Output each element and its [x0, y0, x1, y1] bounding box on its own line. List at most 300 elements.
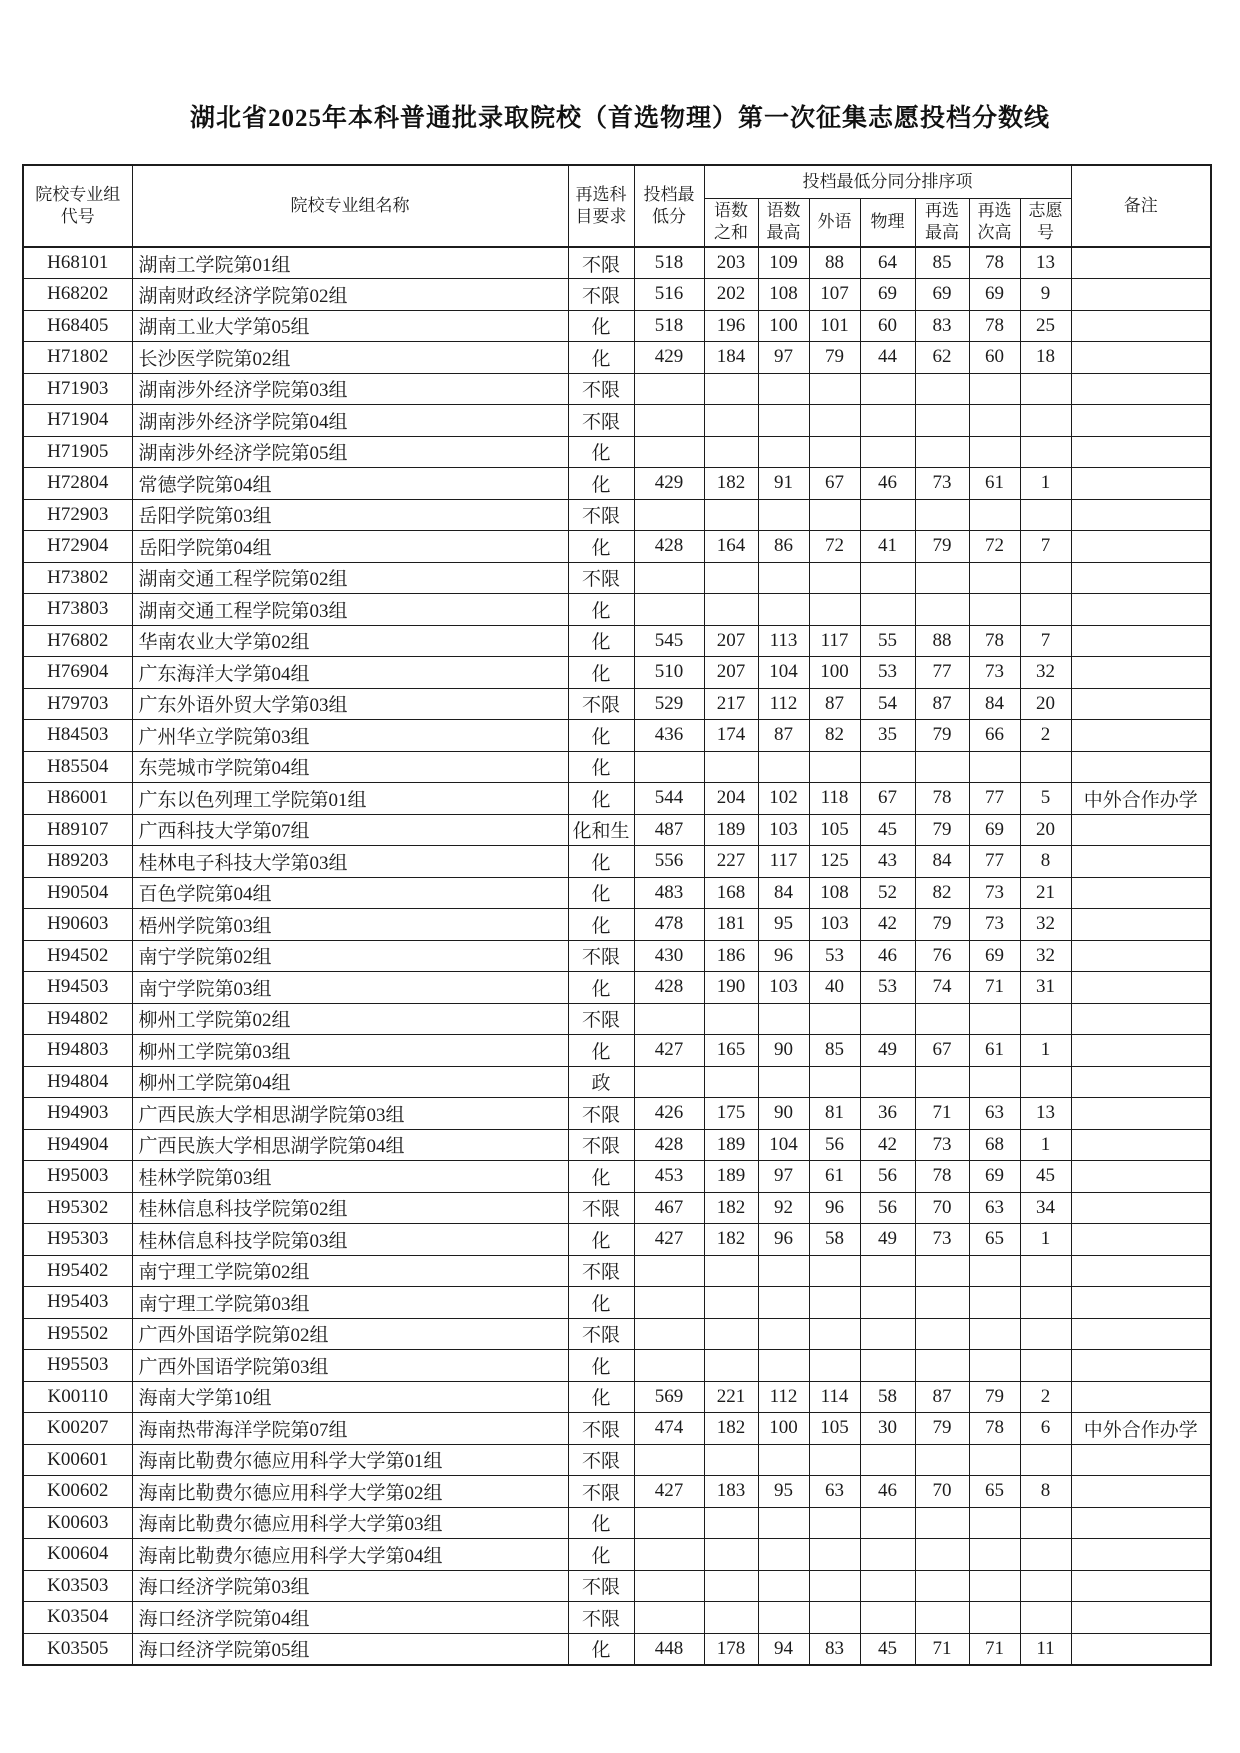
cell-group-name: 南宁学院第03组 [132, 972, 568, 1004]
cell-volunteer-no [1020, 373, 1071, 405]
cell-foreign-language: 83 [809, 1633, 860, 1665]
cell-remark [1071, 625, 1211, 657]
cell-remark [1071, 1633, 1211, 1665]
cell-volunteer-no: 6 [1020, 1413, 1071, 1445]
cell-remark [1071, 1381, 1211, 1413]
cell-reselect-req: 化 [568, 751, 634, 783]
cell-volunteer-no [1020, 1318, 1071, 1350]
cell-group-code: H79703 [23, 688, 132, 720]
table-row [23, 405, 1211, 437]
table-row [23, 594, 1211, 626]
cell-chinese-math-max [758, 1507, 809, 1539]
cell-group-code: H68202 [23, 279, 132, 311]
cell-min-score [634, 1255, 704, 1287]
cell-reselect-second [969, 1287, 1020, 1319]
cell-reselect-req: 化 [568, 972, 634, 1004]
cell-physics [860, 1318, 915, 1350]
cell-physics [860, 499, 915, 531]
cell-foreign-language: 53 [809, 940, 860, 972]
cell-chinese-math-sum: 175 [704, 1098, 758, 1130]
cell-min-score: 428 [634, 531, 704, 563]
cell-remark: 中外合作办学 [1071, 783, 1211, 815]
cell-chinese-math-sum [704, 751, 758, 783]
cell-chinese-math-sum: 189 [704, 814, 758, 846]
cell-foreign-language [809, 1287, 860, 1319]
cell-chinese-math-max: 117 [758, 846, 809, 878]
cell-foreign-language: 105 [809, 1413, 860, 1445]
cell-chinese-math-max [758, 1570, 809, 1602]
cell-physics [860, 751, 915, 783]
cell-min-score: 448 [634, 1633, 704, 1665]
table-row [23, 342, 1211, 374]
table-row [23, 625, 1211, 657]
cell-chinese-math-sum [704, 1003, 758, 1035]
table-row [23, 751, 1211, 783]
cell-volunteer-no: 32 [1020, 940, 1071, 972]
cell-chinese-math-max [758, 1287, 809, 1319]
cell-min-score [634, 1287, 704, 1319]
cell-reselect-max: 87 [915, 1381, 969, 1413]
cell-physics: 49 [860, 1224, 915, 1256]
cell-group-name: 常德学院第04组 [132, 468, 568, 500]
cell-reselect-req: 化 [568, 1161, 634, 1193]
cell-physics: 53 [860, 657, 915, 689]
cell-physics [860, 1539, 915, 1571]
cell-remark [1071, 1003, 1211, 1035]
table-row [23, 1539, 1211, 1571]
cell-remark [1071, 310, 1211, 342]
cell-reselect-max [915, 1444, 969, 1476]
cell-remark [1071, 499, 1211, 531]
cell-volunteer-no [1020, 1507, 1071, 1539]
table-row [23, 720, 1211, 752]
cell-physics [860, 373, 915, 405]
cell-volunteer-no: 7 [1020, 625, 1071, 657]
cell-group-code: H76904 [23, 657, 132, 689]
cell-group-name: 海南比勒费尔德应用科学大学第01组 [132, 1444, 568, 1476]
cell-chinese-math-sum [704, 1287, 758, 1319]
cell-reselect-req: 不限 [568, 373, 634, 405]
table-row [23, 562, 1211, 594]
cell-physics [860, 1287, 915, 1319]
cell-foreign-language: 100 [809, 657, 860, 689]
cell-reselect-second [969, 1255, 1020, 1287]
cell-reselect-max: 79 [915, 531, 969, 563]
cell-group-code: H95403 [23, 1287, 132, 1319]
cell-chinese-math-sum [704, 1602, 758, 1634]
cell-physics: 42 [860, 1129, 915, 1161]
cell-remark [1071, 1129, 1211, 1161]
cell-group-code: H95003 [23, 1161, 132, 1193]
cell-physics: 46 [860, 1476, 915, 1508]
cell-group-code: H94804 [23, 1066, 132, 1098]
cell-reselect-req: 不限 [568, 1476, 634, 1508]
cell-min-score [634, 1602, 704, 1634]
cell-chinese-math-sum [704, 1350, 758, 1382]
cell-min-score: 428 [634, 972, 704, 1004]
cell-foreign-language: 81 [809, 1098, 860, 1130]
cell-group-code: H89107 [23, 814, 132, 846]
cell-reselect-req: 化 [568, 1633, 634, 1665]
cell-volunteer-no: 1 [1020, 468, 1071, 500]
cell-foreign-language [809, 1318, 860, 1350]
cell-volunteer-no [1020, 562, 1071, 594]
table-row [23, 1035, 1211, 1067]
cell-min-score: 453 [634, 1161, 704, 1193]
cell-group-name: 华南农业大学第02组 [132, 625, 568, 657]
cell-volunteer-no: 13 [1020, 1098, 1071, 1130]
cell-foreign-language [809, 594, 860, 626]
cell-physics: 44 [860, 342, 915, 374]
cell-min-score [634, 1507, 704, 1539]
cell-remark [1071, 657, 1211, 689]
cell-group-name: 岳阳学院第03组 [132, 499, 568, 531]
cell-reselect-req: 政 [568, 1066, 634, 1098]
cell-physics [860, 562, 915, 594]
cell-foreign-language [809, 1539, 860, 1571]
cell-reselect-req: 化 [568, 594, 634, 626]
cell-chinese-math-sum: 178 [704, 1633, 758, 1665]
cell-chinese-math-max [758, 1318, 809, 1350]
cell-chinese-math-sum: 164 [704, 531, 758, 563]
cell-foreign-language: 85 [809, 1035, 860, 1067]
cell-group-name: 海南比勒费尔德应用科学大学第04组 [132, 1539, 568, 1571]
cell-chinese-math-sum [704, 1539, 758, 1571]
cell-group-name: 岳阳学院第04组 [132, 531, 568, 563]
cell-reselect-second: 77 [969, 846, 1020, 878]
cell-volunteer-no: 20 [1020, 688, 1071, 720]
cell-group-code: K00604 [23, 1539, 132, 1571]
cell-chinese-math-sum: 182 [704, 468, 758, 500]
cell-foreign-language [809, 1507, 860, 1539]
cell-group-code: H68405 [23, 310, 132, 342]
cell-chinese-math-max: 87 [758, 720, 809, 752]
cell-group-code: K00603 [23, 1507, 132, 1539]
table-row [23, 1098, 1211, 1130]
cell-group-name: 百色学院第04组 [132, 877, 568, 909]
cell-physics [860, 405, 915, 437]
cell-min-score: 483 [634, 877, 704, 909]
cell-reselect-second [969, 1539, 1020, 1571]
cell-group-name: 桂林信息科技学院第02组 [132, 1192, 568, 1224]
cell-volunteer-no [1020, 594, 1071, 626]
cell-group-code: H95303 [23, 1224, 132, 1256]
cell-group-name: 南宁理工学院第02组 [132, 1255, 568, 1287]
cell-group-code: K00602 [23, 1476, 132, 1508]
page-title: 湖北省2025年本科普通批录取院校（首选物理）第一次征集志愿投档分数线 [189, 105, 1050, 132]
cell-reselect-req: 不限 [568, 1570, 634, 1602]
cell-min-score: 467 [634, 1192, 704, 1224]
cell-physics [860, 1570, 915, 1602]
cell-group-code: H94802 [23, 1003, 132, 1035]
cell-group-name: 湖南涉外经济学院第05组 [132, 436, 568, 468]
table-row [23, 1129, 1211, 1161]
cell-reselect-second [969, 1602, 1020, 1634]
cell-min-score: 545 [634, 625, 704, 657]
cell-reselect-max: 67 [915, 1035, 969, 1067]
cell-reselect-max: 71 [915, 1098, 969, 1130]
table-row [23, 1003, 1211, 1035]
cell-chinese-math-sum: 202 [704, 279, 758, 311]
cell-group-code: H94803 [23, 1035, 132, 1067]
cell-foreign-language: 125 [809, 846, 860, 878]
col-header-foreign-language: 外语 [809, 198, 860, 247]
cell-group-name: 湖南交通工程学院第03组 [132, 594, 568, 626]
cell-group-name: 湖南工学院第01组 [132, 247, 568, 279]
cell-physics [860, 1350, 915, 1382]
cell-physics: 36 [860, 1098, 915, 1130]
cell-reselect-max [915, 1350, 969, 1382]
cell-remark [1071, 940, 1211, 972]
cell-min-score: 529 [634, 688, 704, 720]
cell-foreign-language: 103 [809, 909, 860, 941]
cell-foreign-language: 114 [809, 1381, 860, 1413]
table-row [23, 1476, 1211, 1508]
cell-chinese-math-max [758, 1255, 809, 1287]
cell-reselect-max: 73 [915, 1129, 969, 1161]
cell-group-name: 柳州工学院第03组 [132, 1035, 568, 1067]
cell-reselect-max [915, 1570, 969, 1602]
cell-min-score: 544 [634, 783, 704, 815]
table-row [23, 688, 1211, 720]
cell-physics: 35 [860, 720, 915, 752]
cell-reselect-second: 73 [969, 909, 1020, 941]
cell-reselect-second: 63 [969, 1098, 1020, 1130]
cell-group-code: H71905 [23, 436, 132, 468]
cell-reselect-max [915, 1507, 969, 1539]
cell-volunteer-no [1020, 751, 1071, 783]
cell-reselect-req: 化 [568, 1539, 634, 1571]
cell-reselect-max: 62 [915, 342, 969, 374]
cell-group-code: H94502 [23, 940, 132, 972]
cell-chinese-math-max: 112 [758, 688, 809, 720]
cell-group-name: 南宁学院第02组 [132, 940, 568, 972]
cell-min-score [634, 1350, 704, 1382]
cell-reselect-max: 79 [915, 720, 969, 752]
col-header-chinese-math-max: 语数最高 [758, 198, 809, 247]
cell-reselect-req: 化 [568, 909, 634, 941]
cell-chinese-math-max [758, 1066, 809, 1098]
cell-volunteer-no: 32 [1020, 657, 1071, 689]
cell-reselect-max [915, 751, 969, 783]
cell-foreign-language [809, 1602, 860, 1634]
cell-physics: 45 [860, 1633, 915, 1665]
cell-reselect-req: 不限 [568, 405, 634, 437]
cell-volunteer-no [1020, 1539, 1071, 1571]
table-row [23, 1224, 1211, 1256]
cell-min-score [634, 405, 704, 437]
cell-reselect-second [969, 1570, 1020, 1602]
cell-volunteer-no: 32 [1020, 909, 1071, 941]
cell-group-name: 海口经济学院第05组 [132, 1633, 568, 1665]
cell-group-name: 海南大学第10组 [132, 1381, 568, 1413]
table-row [23, 814, 1211, 846]
cell-remark [1071, 1570, 1211, 1602]
cell-physics: 60 [860, 310, 915, 342]
cell-chinese-math-max: 104 [758, 1129, 809, 1161]
cell-volunteer-no [1020, 1444, 1071, 1476]
cell-remark [1071, 688, 1211, 720]
cell-chinese-math-sum [704, 1570, 758, 1602]
cell-physics [860, 1066, 915, 1098]
table-row [23, 373, 1211, 405]
cell-reselect-req: 化 [568, 468, 634, 500]
cell-volunteer-no: 2 [1020, 720, 1071, 752]
cell-reselect-second: 61 [969, 1035, 1020, 1067]
cell-physics: 46 [860, 940, 915, 972]
cell-reselect-req: 不限 [568, 688, 634, 720]
cell-reselect-second: 78 [969, 1413, 1020, 1445]
cell-volunteer-no [1020, 1255, 1071, 1287]
cell-reselect-second: 77 [969, 783, 1020, 815]
cell-reselect-max: 77 [915, 657, 969, 689]
cell-remark [1071, 342, 1211, 374]
cell-group-code: H90504 [23, 877, 132, 909]
col-header-chinese-math-sum: 语数之和 [704, 198, 758, 247]
cell-reselect-second [969, 373, 1020, 405]
cell-volunteer-no: 5 [1020, 783, 1071, 815]
cell-chinese-math-max: 103 [758, 972, 809, 1004]
cell-reselect-max: 70 [915, 1192, 969, 1224]
cell-min-score [634, 1318, 704, 1350]
cell-reselect-max: 70 [915, 1476, 969, 1508]
table-row [23, 468, 1211, 500]
cell-physics: 56 [860, 1192, 915, 1224]
cell-remark [1071, 468, 1211, 500]
cell-min-score: 426 [634, 1098, 704, 1130]
cell-min-score [634, 751, 704, 783]
cell-remark [1071, 1318, 1211, 1350]
cell-reselect-req: 化 [568, 877, 634, 909]
cell-reselect-max: 78 [915, 1161, 969, 1193]
cell-reselect-max [915, 594, 969, 626]
cell-remark [1071, 1287, 1211, 1319]
cell-remark [1071, 1507, 1211, 1539]
cell-remark [1071, 247, 1211, 279]
cell-reselect-max [915, 1602, 969, 1634]
cell-group-code: H90603 [23, 909, 132, 941]
col-header-physics: 物理 [860, 198, 915, 247]
cell-reselect-max: 71 [915, 1633, 969, 1665]
cell-min-score [634, 1570, 704, 1602]
table-row [23, 279, 1211, 311]
cell-chinese-math-max: 92 [758, 1192, 809, 1224]
cell-reselect-max: 84 [915, 846, 969, 878]
table-row [23, 436, 1211, 468]
cell-foreign-language: 58 [809, 1224, 860, 1256]
cell-chinese-math-max: 113 [758, 625, 809, 657]
table-row [23, 531, 1211, 563]
cell-remark [1071, 1476, 1211, 1508]
cell-reselect-second [969, 1444, 1020, 1476]
cell-reselect-req: 不限 [568, 247, 634, 279]
cell-group-code: H94904 [23, 1129, 132, 1161]
cell-min-score: 429 [634, 342, 704, 374]
cell-group-code: H86001 [23, 783, 132, 815]
col-header-remark: 备注 [1071, 165, 1211, 247]
cell-min-score: 487 [634, 814, 704, 846]
cell-reselect-second [969, 594, 1020, 626]
cell-group-name: 广东以色列理工学院第01组 [132, 783, 568, 815]
cell-reselect-second: 78 [969, 310, 1020, 342]
cell-min-score: 516 [634, 279, 704, 311]
cell-remark [1071, 751, 1211, 783]
cell-physics: 67 [860, 783, 915, 815]
cell-remark [1071, 720, 1211, 752]
cell-group-name: 柳州工学院第04组 [132, 1066, 568, 1098]
cell-group-name: 桂林信息科技学院第03组 [132, 1224, 568, 1256]
cell-remark [1071, 1350, 1211, 1382]
table-row [23, 1161, 1211, 1193]
cell-chinese-math-sum: 221 [704, 1381, 758, 1413]
cell-reselect-second [969, 1318, 1020, 1350]
cell-physics [860, 1444, 915, 1476]
cell-reselect-max: 79 [915, 1413, 969, 1445]
cell-physics [860, 1003, 915, 1035]
cell-volunteer-no: 7 [1020, 531, 1071, 563]
cell-remark [1071, 1444, 1211, 1476]
cell-reselect-second: 72 [969, 531, 1020, 563]
col-header-tiebreak-banner: 投档最低分同分排序项 [704, 165, 1071, 198]
cell-group-name: 湖南财政经济学院第02组 [132, 279, 568, 311]
cell-chinese-math-max: 104 [758, 657, 809, 689]
cell-min-score [634, 436, 704, 468]
table-row [23, 1444, 1211, 1476]
cell-chinese-math-sum: 182 [704, 1224, 758, 1256]
table-row [23, 499, 1211, 531]
cell-reselect-req: 不限 [568, 1192, 634, 1224]
cell-volunteer-no [1020, 1350, 1071, 1382]
table-header [23, 165, 1211, 247]
cell-foreign-language: 87 [809, 688, 860, 720]
cell-remark [1071, 846, 1211, 878]
cell-reselect-max [915, 405, 969, 437]
cell-foreign-language [809, 1444, 860, 1476]
cell-foreign-language [809, 1003, 860, 1035]
cell-physics: 41 [860, 531, 915, 563]
table-row [23, 1066, 1211, 1098]
cell-min-score [634, 499, 704, 531]
cell-group-code: H84503 [23, 720, 132, 752]
cell-chinese-math-sum [704, 1507, 758, 1539]
cell-reselect-second [969, 436, 1020, 468]
cell-reselect-max [915, 1539, 969, 1571]
table-row [23, 1507, 1211, 1539]
cell-min-score: 478 [634, 909, 704, 941]
cell-group-code: K03505 [23, 1633, 132, 1665]
cell-group-code: H95402 [23, 1255, 132, 1287]
cell-remark [1071, 436, 1211, 468]
table-row [23, 1570, 1211, 1602]
cell-physics [860, 1255, 915, 1287]
cell-reselect-req: 不限 [568, 1444, 634, 1476]
cell-volunteer-no [1020, 1287, 1071, 1319]
cell-reselect-max [915, 1255, 969, 1287]
cell-min-score [634, 1539, 704, 1571]
cell-group-name: 湖南涉外经济学院第03组 [132, 373, 568, 405]
cell-reselect-req: 化 [568, 657, 634, 689]
table-row [23, 1318, 1211, 1350]
cell-group-code: H95302 [23, 1192, 132, 1224]
cell-chinese-math-sum [704, 1255, 758, 1287]
cell-reselect-req: 化 [568, 436, 634, 468]
cell-foreign-language: 101 [809, 310, 860, 342]
cell-group-name: 海口经济学院第04组 [132, 1602, 568, 1634]
table-row [23, 846, 1211, 878]
cell-reselect-req: 化 [568, 342, 634, 374]
cell-chinese-math-max: 84 [758, 877, 809, 909]
cell-reselect-max [915, 373, 969, 405]
